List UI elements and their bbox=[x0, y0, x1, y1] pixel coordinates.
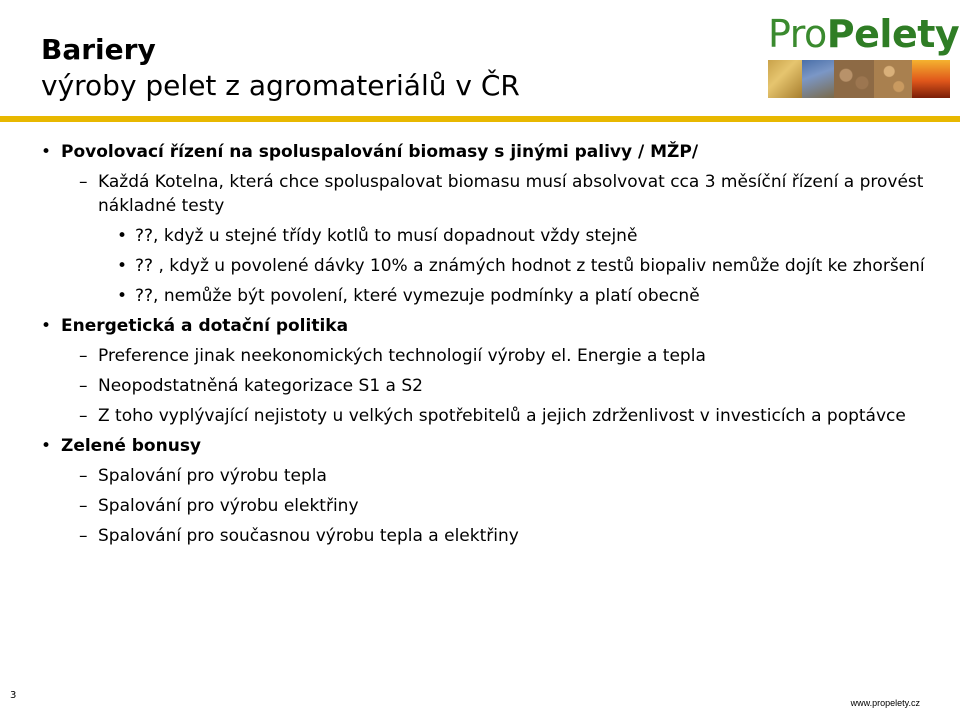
bullet-text: Povolovací řízení na spoluspalování biomasy s jinými palivy / MŽP/ bbox=[61, 142, 699, 162]
sub-bullet-item bbox=[41, 344, 931, 368]
logo-text-pelety: Pelety bbox=[826, 12, 960, 56]
bullet-item bbox=[41, 314, 931, 338]
sub-bullet-text: Spalování pro výrobu tepla bbox=[98, 466, 327, 486]
subsub-bullet-item bbox=[41, 284, 931, 308]
title-heading: Bariery bbox=[41, 33, 156, 66]
sub-bullet-item bbox=[41, 374, 931, 398]
bullet-item bbox=[41, 434, 931, 458]
bullet-dot: • bbox=[41, 316, 52, 336]
logo-wordmark bbox=[768, 12, 960, 56]
sub-bullet-item bbox=[41, 524, 931, 548]
bullet-text: Energetická a dotační politika bbox=[61, 316, 349, 336]
slide-body bbox=[41, 140, 931, 554]
dash-marker: – bbox=[79, 496, 88, 516]
sub-bullet-item bbox=[41, 494, 931, 518]
subsub-bullet-text: ??, když u stejné třídy kotlů to musí dopadnout vždy stejně bbox=[135, 226, 638, 246]
dash-marker: – bbox=[79, 172, 88, 192]
dash-marker: – bbox=[79, 376, 88, 396]
sub-bullet-item bbox=[41, 170, 931, 218]
sub-bullet-text: Neopodstatněná kategorizace S1 a S2 bbox=[98, 376, 423, 396]
logo-photo-strip bbox=[768, 60, 950, 98]
propelety-logo bbox=[768, 12, 960, 102]
logo-text-pro: Pro bbox=[768, 12, 827, 56]
footer-url: www.propelety.cz bbox=[850, 698, 920, 708]
sub-bullet-text: Spalování pro výrobu elektřiny bbox=[98, 496, 359, 516]
page-number: 3 bbox=[10, 690, 17, 701]
pellets-closeup-photo bbox=[874, 60, 912, 98]
slide-title bbox=[41, 32, 520, 104]
bullet-dot: • bbox=[41, 142, 52, 162]
subsub-bullet-text: ??, nemůže být povolení, které vymezuje podmínky a platí obecně bbox=[135, 286, 700, 306]
sub-bullet-text: Preference jinak neekonomických technologií výroby el. Energie a tepla bbox=[98, 346, 706, 366]
dash-marker: – bbox=[79, 346, 88, 366]
pellets-photo bbox=[834, 60, 874, 98]
sub-bullet-item bbox=[41, 404, 931, 428]
title-subheading: výroby pelet z agromateriálů v ČR bbox=[41, 69, 520, 102]
bullet-dot: • bbox=[117, 256, 128, 276]
subsub-bullet-item bbox=[41, 254, 931, 278]
bullet-dot: • bbox=[117, 286, 128, 306]
bullet-dot: • bbox=[41, 436, 52, 456]
dash-marker: – bbox=[79, 526, 88, 546]
hay-bale-photo bbox=[768, 60, 802, 98]
bullet-text: Zelené bonusy bbox=[61, 436, 202, 456]
sub-bullet-text: Každá Kotelna, která chce spoluspalovat biomasu musí absolvovat cca 3 měsíční řízení a provést nákladné testy bbox=[98, 172, 924, 216]
subsub-bullet-text: ?? , když u povolené dávky 10% a známých hodnot z testů biopaliv nemůže dojít ke zhoršení bbox=[135, 256, 925, 276]
fire-photo bbox=[912, 60, 950, 98]
bullet-dot: • bbox=[117, 226, 128, 246]
sub-bullet-text: Spalování pro současnou výrobu tepla a elektřiny bbox=[98, 526, 519, 546]
sub-bullet-item bbox=[41, 464, 931, 488]
machine-photo bbox=[802, 60, 834, 98]
sub-bullet-text: Z toho vyplývající nejistoty u velkých spotřebitelů a jejich zdrženlivost v investicích a poptávce bbox=[98, 406, 906, 426]
subsub-bullet-item bbox=[41, 224, 931, 248]
header-divider bbox=[0, 116, 960, 122]
bullet-item bbox=[41, 140, 931, 164]
dash-marker: – bbox=[79, 466, 88, 486]
dash-marker: – bbox=[79, 406, 88, 426]
